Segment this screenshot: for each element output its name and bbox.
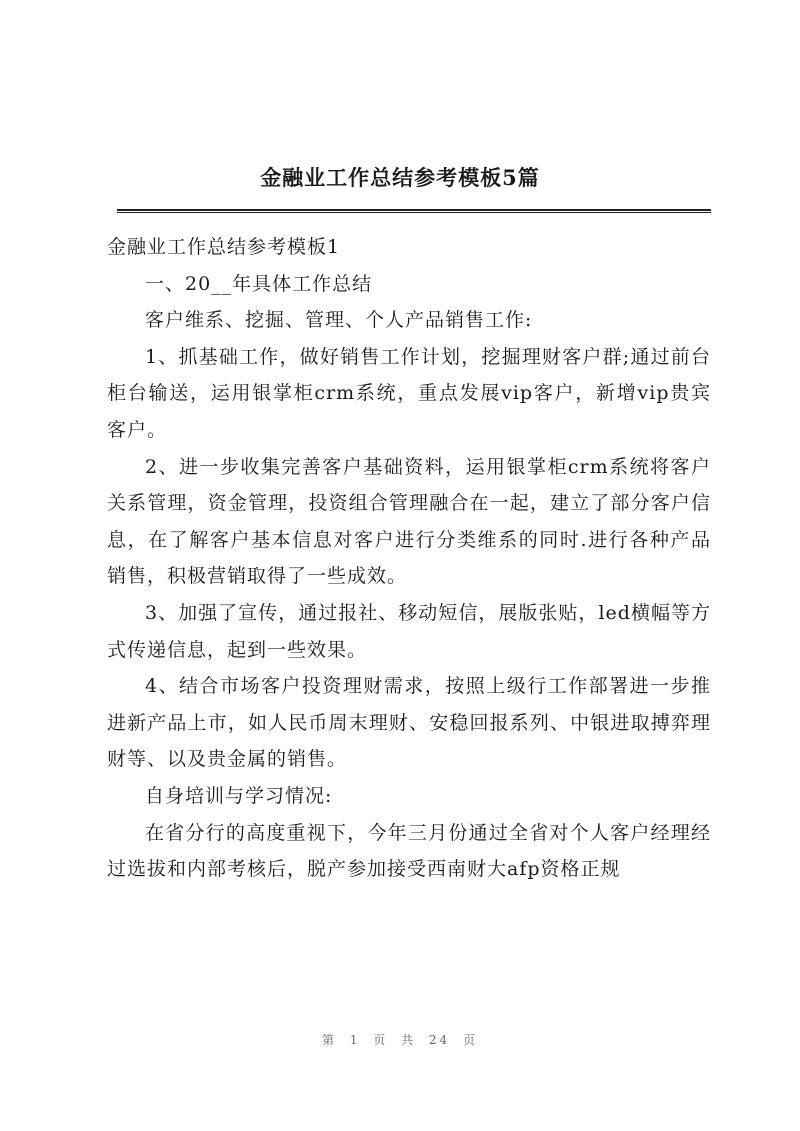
paragraph: 自身培训与学习情况: <box>145 784 333 807</box>
title-divider <box>117 209 711 213</box>
paragraph: 金融业工作总结参考模板1 <box>107 236 341 258</box>
paragraph: 1、抓基础工作，做好销售工作计划，挖掘理财客户群;通过前台柜台输送，运用银掌柜crm系统，重点发展vip客户，新增vip贵宾客户。 <box>107 345 711 441</box>
paragraph: 4、结合市场客户投资理财需求，按照上级行工作部署进一步推进新产品上市，如人民币周末理财、安稳回报系列、中银进取搏弈理财等、以及贵金属的销售。 <box>107 675 711 771</box>
document-body <box>107 229 711 888</box>
document-title: 金融业工作总结参考模板5篇 <box>260 165 540 190</box>
paragraph: 一、20__年具体工作总结 <box>145 272 373 295</box>
page-number-footer: 第 1 页 共 24 页 <box>322 1033 478 1047</box>
paragraph: 客户维系、挖掘、管理、个人产品销售工作: <box>145 309 533 332</box>
paragraph: 3、加强了宣传，通过报社、移动短信，展版张贴，led横幅等方式传递信息，起到一些效果。 <box>107 601 711 661</box>
paragraph: 2、进一步收集完善客户基础资料，运用银掌柜crm系统将客户关系管理，资金管理，投资组合管理融合在一起，建立了部分客户信息，在了解客户基本信息对客户进行分类维系的同时.进行各种产品销售，积极营销取得了一些成效。 <box>107 455 711 588</box>
paragraph: 在省分行的高度重视下，今年三月份通过全省对个人客户经理经过选拔和内部考核后，脱产参加接受西南财大afp资格正规 <box>107 821 711 881</box>
